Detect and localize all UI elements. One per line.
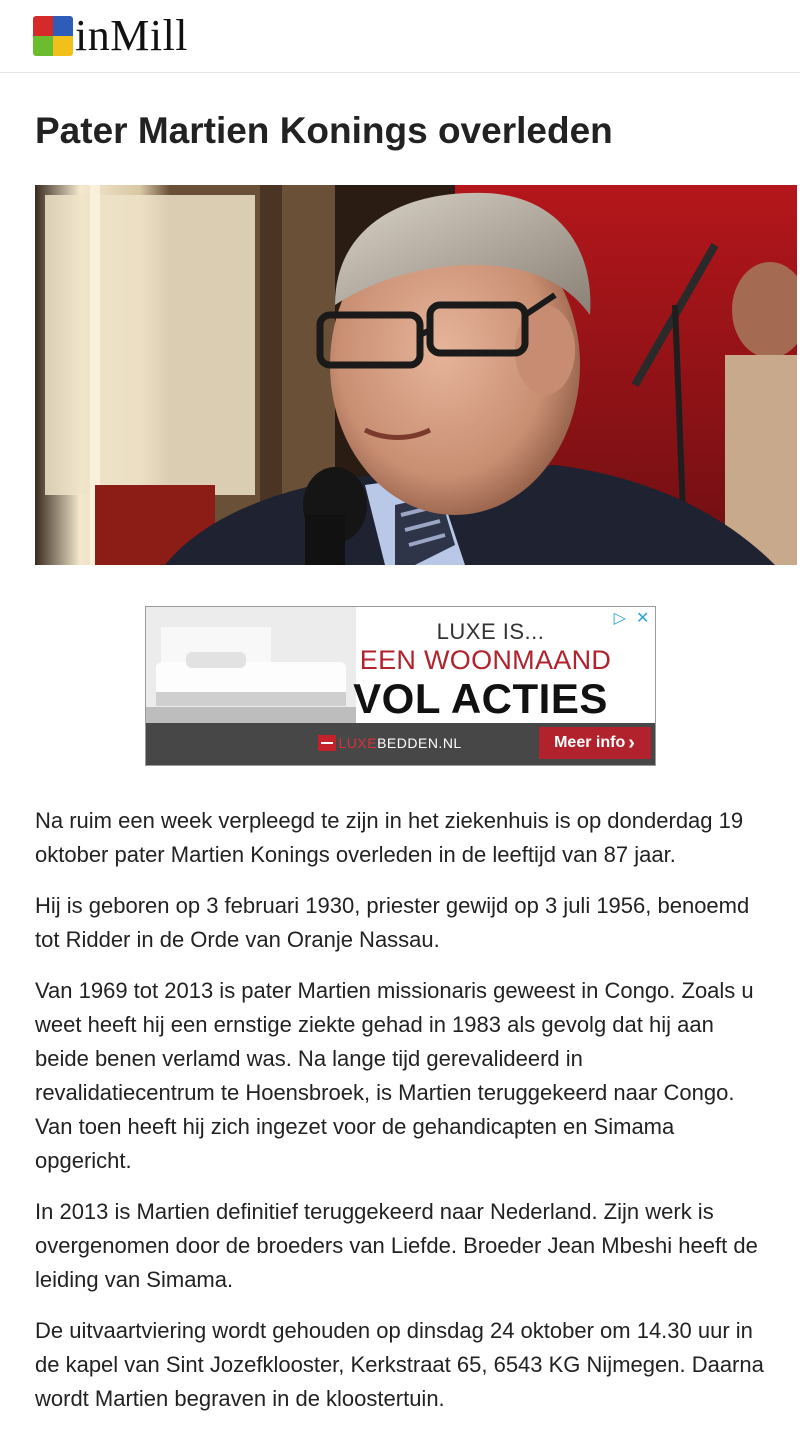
- ad-bed-image: [146, 607, 356, 725]
- logo-text: inMill: [75, 11, 189, 60]
- ad-more-info-button[interactable]: [539, 727, 651, 759]
- article-paragraph: Hij is geboren op 3 februari 1930, priester gewijd op 3 juli 1956, benoemd tot Ridder in de Orde van Oranje Nassau.: [35, 893, 750, 952]
- ad-brand-logo: [318, 735, 462, 751]
- ad-headline-3: VOL ACTIES: [353, 675, 608, 722]
- site-header: [0, 0, 800, 73]
- ad-footer-bar: [146, 723, 655, 765]
- hero-photo: [35, 185, 797, 565]
- ad-cta-label: Meer info: [554, 734, 626, 751]
- page-title: Pater Martien Konings overleden: [35, 110, 613, 151]
- ad-close-icon[interactable]: ✕: [636, 610, 650, 627]
- article-paragraph: De uitvaartviering wordt gehouden op dinsdag 24 oktober om 14.30 uur in de kapel van Sint Jozefklooster, Kerkstraat 65, 6543 KG Nijmegen. Daarna wordt Martien begraven in de kloostertuin.: [35, 1318, 764, 1411]
- hero-photo-illustration: [35, 185, 797, 565]
- ad-brand-part2: BEDDEN.NL: [377, 735, 462, 751]
- advertisement-banner[interactable]: [145, 606, 656, 766]
- article-paragraph: Na ruim een week verpleegd te zijn in het ziekenhuis is op donderdag 19 oktober pater Martien Konings overleden in de leeftijd van 87 jaar.: [35, 808, 744, 867]
- logo-square-red: [33, 16, 53, 36]
- article: [0, 109, 800, 1416]
- adchoices-icon[interactable]: ▷: [613, 610, 626, 627]
- article-paragraph: Van 1969 tot 2013 is pater Martien missionaris geweest in Congo. Zoals u weet heeft hij een ernstige ziekte gehad in 1983 als gevolg dat hij aan beide benen verlamd was. Na lange tijd gerevalideerd in revalidatiecentrum te Hoensbroek, is Martien teruggekeerd naar Congo. Van toen heeft hij zich ingezet voor de gehandicapten en Simama opgericht.: [35, 978, 754, 1173]
- article-paragraph: In 2013 is Martien definitief teruggekeerd naar Nederland. Zijn werk is overgenomen door de broeders van Liefde. Broeder Jean Mbeshi heeft de leiding van Simama.: [35, 1199, 758, 1292]
- ad-container: [0, 606, 800, 766]
- site-logo[interactable]: [33, 11, 189, 60]
- logo-square-blue: [53, 16, 73, 36]
- ad-brand-part1: LUXE: [338, 735, 378, 751]
- article-body: [35, 804, 765, 1416]
- logo-square-green: [33, 36, 53, 56]
- logo-square-yellow: [53, 36, 73, 56]
- ad-brand-icon: [318, 735, 336, 751]
- chevron-right-icon: ›: [628, 732, 635, 754]
- logo-mark-icon: [33, 16, 73, 56]
- ad-headline-1: LUXE IS...: [436, 619, 545, 644]
- ad-headline-2: EEN WOONMAAND: [359, 645, 612, 675]
